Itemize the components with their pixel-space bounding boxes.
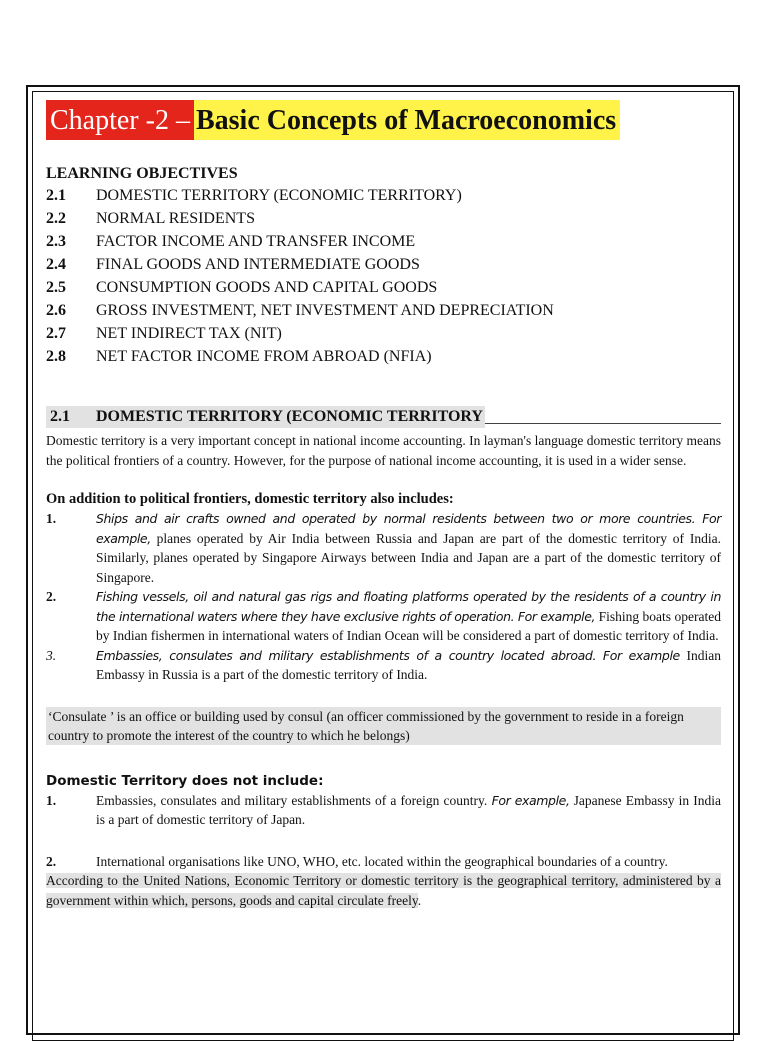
chapter-topic: Basic Concepts of Macroeconomics [194,100,620,140]
excludes-item-number: 1. [46,792,57,808]
excludes-item [46,852,721,872]
objective-item [46,207,721,230]
objective-text: NET INDIRECT TAX (NIT) [96,325,282,342]
includes-item-italic: Embassies, consulates and military establishments of a country located abroad. For example [96,647,680,663]
excludes-item-number: 2. [46,853,57,869]
excludes-item [46,791,721,830]
includes-item-body: Fishing boats operated by Indian fishermen in international waters of Indian Ocean will be considered a part of domestic territory of India. [96,608,721,643]
includes-item-body: Indian Embassy in Russia is a part of the domestic territory of India. [96,647,721,682]
objective-number: 2.8 [46,348,66,365]
objective-item [46,184,721,207]
includes-item-text [96,587,721,646]
objective-item [46,230,721,253]
chapter-title [46,98,721,142]
objective-number: 2.7 [46,325,66,342]
objective-number: 2.5 [46,279,66,296]
includes-item-text [96,646,721,685]
objective-item [46,322,721,345]
document-content [46,98,721,911]
includes-item-text [96,509,721,587]
excludes-item-italic: For example, [487,792,570,808]
section-title: DOMESTIC TERRITORY (ECONOMIC TERRITORY [96,408,483,425]
objective-text: DOMESTIC TERRITORY (ECONOMIC TERRITORY) [96,187,462,204]
includes-item-number: 3. [46,647,57,663]
includes-item [46,587,721,646]
objective-item [46,253,721,276]
chapter-number: Chapter -2 – [46,100,194,140]
objective-number: 2.3 [46,233,66,250]
objective-text: FINAL GOODS AND INTERMEDIATE GOODS [96,256,420,273]
includes-item-number: 1. [46,511,57,526]
objective-number: 2.1 [46,187,66,204]
includes-list [46,509,721,685]
objective-number: 2.6 [46,302,66,319]
excludes-item-pre: Embassies, consulates and military establishments of a foreign country. [96,792,488,808]
excludes-list [46,791,721,872]
section-heading-highlight [46,406,485,428]
includes-item-italic: Fishing vessels, oil and natural gas rigs and floating platforms operated by the residents of a country in the international waters where they have exclusive rights of operation. For example, [96,589,721,624]
section-intro: Domestic territory is a very important concept in national income accounting. In layman's language domestic territory means the political frontiers of a country. However, for the purpose of national income accounting, it is used in a wider sense. [46,433,721,468]
includes-item-body: planes operated by Air India between Russia and Japan are part of the domestic territory of India. Similarly, planes operated by Singapore Airways between India and Japan are a part of the domestic territory of Singapore. [96,530,721,585]
objective-text: CONSUMPTION GOODS AND CAPITAL GOODS [96,279,438,296]
excludes-item-pre: International organisations like UNO, WHO, etc. located within the geographical boundaries of a country. [96,853,668,869]
objective-text: NORMAL RESIDENTS [96,210,255,227]
excludes-item-body: Japanese Embassy in India is a part of domestic territory of Japan. [96,792,721,827]
objective-number: 2.2 [46,210,66,227]
un-definition-period: . [417,893,422,908]
includes-item-italic: Ships and air crafts owned and operated by normal residents between two or more countries. For example, [96,511,721,546]
objective-number: 2.4 [46,256,66,273]
learning-objectives-heading: LEARNING OBJECTIVES [46,165,238,182]
includes-item [46,509,721,587]
includes-item [46,646,721,685]
excludes-item-text [96,791,721,830]
objective-item [46,345,721,368]
objective-text: GROSS INVESTMENT, NET INVESTMENT AND DEPRECIATION [96,302,554,319]
excludes-heading: Domestic Territory does not include: [46,772,324,789]
objective-text: FACTOR INCOME AND TRANSFER INCOME [96,233,416,250]
section-heading [46,406,721,428]
un-definition [46,871,721,911]
excludes-item-text [96,852,721,872]
includes-heading: On addition to political frontiers, domestic territory also includes: [46,491,454,507]
objective-text: NET FACTOR INCOME FROM ABROAD (NFIA) [96,348,432,365]
section-heading-rule [485,423,721,424]
un-definition-text: According to the United Nations, Economic Territory or domestic territory is the geographical territory, administered by a government within which, persons, goods and capital circulate freely [46,873,721,908]
consulate-note: ‘Consulate ’ is an office or building used by consul (an officer commissioned by the government to reside in a foreign country to promote the interest of the country to which he belongs) [46,707,721,745]
learning-objectives-list [46,184,721,368]
includes-item-number: 2. [46,589,57,604]
objective-item [46,276,721,299]
objective-item [46,299,721,322]
section-number: 2.1 [50,408,70,425]
